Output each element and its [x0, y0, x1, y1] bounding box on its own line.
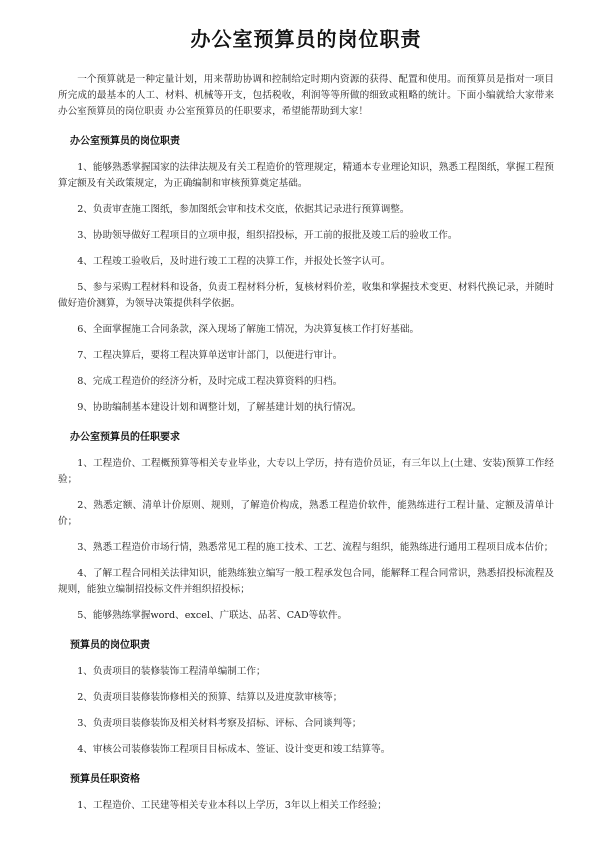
- duty-item-9: 9、协助编制基本建设计划和调整计划，了解基建计划的执行情况。: [77, 402, 362, 413]
- requirement-item-4: 4、了解工程合同相关法律知识，能熟练独立编写一般工程承发包合同，能解释工程合同常识，熟悉招投标流程及规则，能独立编制招投标文件并组织招投标；: [58, 568, 554, 595]
- requirement-item-2: 2、熟悉定额、清单计价原则、规则，了解造价构成，熟悉工程造价软件，能熟练进行工程计量、定额及清单计价；: [58, 500, 554, 527]
- duty-item-3: 3、协助领导做好工程项目的立项申报，组织招投标，开工前的报批及竣工后的验收工作。: [77, 230, 458, 241]
- budgeter-duty-item-2: 2、负责项目装修装饰修相关的预算、结算以及进度款审核等；: [77, 692, 343, 703]
- duty-item-7: 7、工程决算后，要将工程决算单送审计部门，以便进行审计。: [77, 350, 343, 361]
- duty-item-4: 4、工程竣工验收后，及时进行竣工工程的决算工作，并报处长签字认可。: [77, 256, 391, 267]
- section-heading-qualifications: 预算员任职资格: [70, 774, 140, 785]
- section-heading-duties: 办公室预算员的岗位职责: [70, 136, 180, 147]
- duty-item-6: 6、全面掌握施工合同条款，深入现场了解施工情况，为决算复核工作打好基础。: [77, 324, 420, 335]
- page-title: 办公室预算员的岗位职责: [190, 27, 422, 51]
- duty-item-8: 8、完成工程造价的经济分析，及时完成工程决算资料的归档。: [77, 376, 343, 387]
- budgeter-duty-item-4: 4、审核公司装修装饰工程项目目标成本、签证、设计变更和竣工结算等。: [77, 744, 391, 755]
- section-heading-requirements: 办公室预算员的任职要求: [70, 432, 180, 443]
- intro-paragraph: 一个预算就是一种定量计划，用来帮助协调和控制给定时期内资源的获得、配置和使用。而预算员是指对一项目所完成的最基本的人工、材料、机械等开支，包括税收，利润等等所做的细致或粗略的统计。下面小编就给大家带来办公室预算员的岗位职责 办公室预算员的任职要求，希望能帮助到大家！: [58, 74, 554, 117]
- requirement-item-3: 3、熟悉工程造价市场行情，熟悉常见工程的施工技术、工艺、流程与组织，能熟练进行通用工程项目成本估价；: [77, 542, 554, 553]
- requirement-item-1: 1、工程造价、工程概预算等相关专业毕业，大专以上学历，持有造价员证，有三年以上(土建、安装)预算工作经验；: [58, 458, 554, 485]
- budgeter-duty-item-1: 1、负责项目的装修装饰工程清单编制工作；: [77, 666, 266, 677]
- section-heading-budgeter-duties: 预算员的岗位职责: [70, 640, 150, 651]
- budgeter-duty-item-3: 3、负责项目装修装饰及相关材料考察及招标、评标、合同谈判等；: [77, 718, 362, 729]
- qualification-item-1: 1、工程造价、工民建等相关专业本科以上学历，3年以上相关工作经验；: [77, 800, 387, 811]
- requirement-item-5: 5、能够熟练掌握word、excel、广联达、品茗、CAD等软件。: [77, 610, 348, 621]
- duty-item-5: 5、参与采购工程材料和设备，负责工程材料分析，复核材料价差，收集和掌握技术变更、材料代换记录，并随时做好造价测算，为领导决策提供科学依据。: [58, 282, 554, 309]
- duty-item-1: 1、能够熟悉掌握国家的法律法规及有关工程造价的管理规定，精通本专业理论知识，熟悉工程图纸，掌握工程预算定额及有关政策规定，为正确编制和审核预算奠定基础。: [58, 162, 554, 189]
- duty-item-2: 2、负责审查施工图纸，参加图纸会审和技术交底，依据其记录进行预算调整。: [77, 204, 410, 215]
